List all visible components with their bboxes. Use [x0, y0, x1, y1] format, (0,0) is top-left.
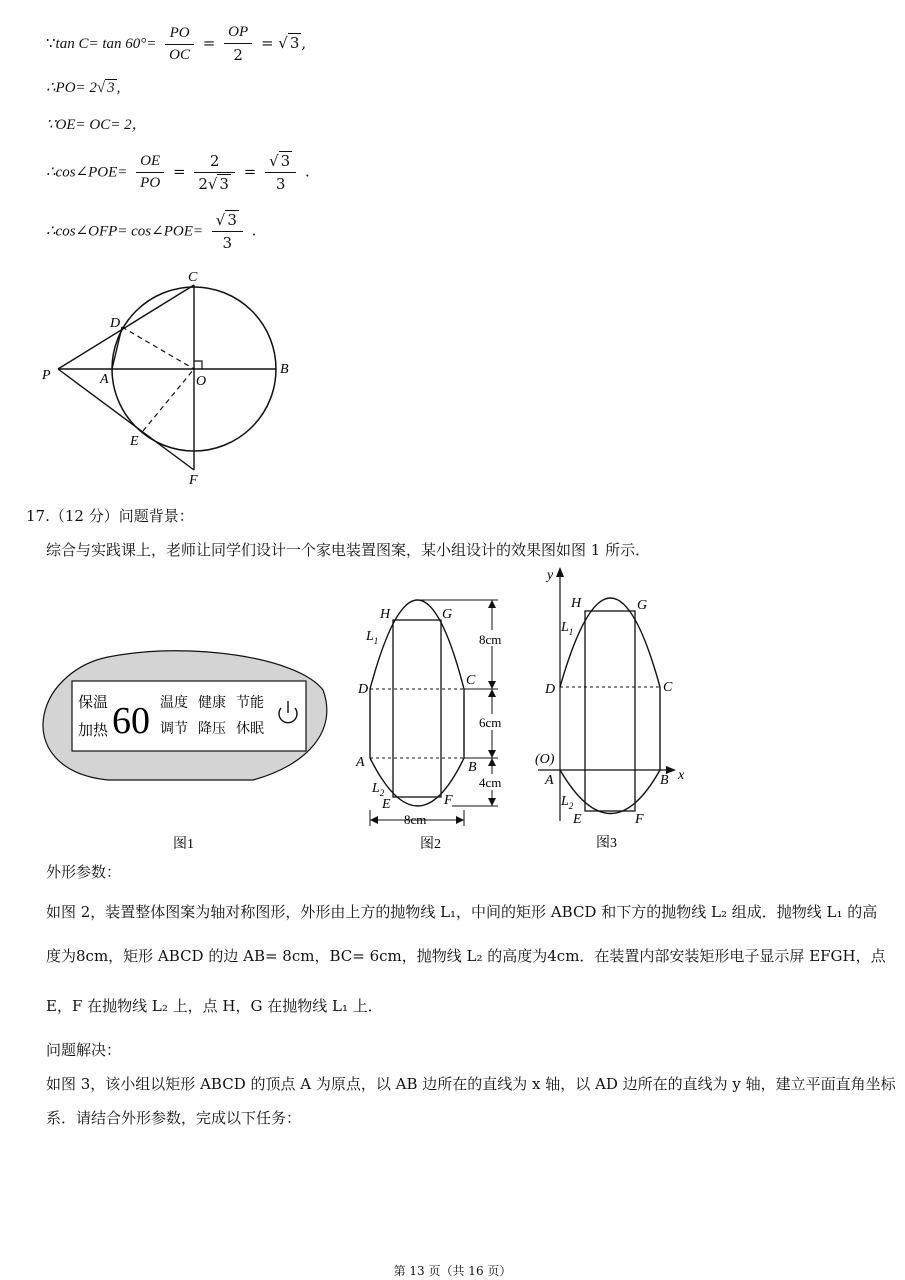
label-keep-warm: 保温	[78, 695, 109, 711]
fig2-label-h: H	[380, 607, 391, 622]
label-row1-2: 节能	[236, 696, 264, 711]
fig2-label-a: A	[356, 755, 365, 770]
derivation-line-2: ∴PO= 2√ 3 ,	[46, 80, 121, 96]
page-footer: 第 13 页（共 16 页）	[393, 1264, 512, 1278]
fig3-label-x: x	[678, 768, 685, 783]
circle-tangent-figure	[36, 265, 306, 490]
derivation-line-4: ∴cos∠POE= $\frac{OE}{PO}$ = $\frac{2}{2√ 3}$ = $\frac{√ 3}{3}$ .	[46, 152, 310, 193]
screen-efgh	[393, 620, 441, 797]
fig2-label-g: G	[442, 607, 453, 622]
fig3-label-h: H	[571, 596, 582, 611]
fig2-label-f: F	[444, 793, 453, 808]
label-a: A	[100, 372, 109, 387]
figure-1	[38, 645, 338, 855]
solve-title: 问题解决：	[46, 1041, 122, 1059]
y-axis-arrow	[556, 567, 564, 577]
label-row1-1: 健康	[198, 696, 226, 711]
fig3-label-l2: $L_2$	[561, 794, 574, 811]
parabola-l2	[560, 770, 660, 814]
label-heat: 加热	[78, 723, 109, 739]
problem-header: 17.（12 分）问题背景：	[26, 507, 194, 525]
dim-bot: 4cm	[479, 775, 502, 790]
derivation-line-1: ∵tan C= tan 60°= $\frac{PO}{OC}$ = $\frac{OP}{2}$ = √ 3 ,	[46, 24, 307, 64]
label-d: D	[110, 316, 121, 331]
figure-1-caption: 图1	[173, 837, 194, 852]
label-p: P	[42, 368, 51, 383]
fig2-label-d: D	[358, 682, 369, 697]
figure-3	[533, 565, 703, 855]
figure-2-caption: 图2	[420, 837, 441, 852]
label-row2-0: 调节	[160, 722, 188, 737]
fig3-label-f: F	[635, 812, 644, 827]
dashed-do	[122, 327, 194, 369]
fig2-label-b: B	[468, 760, 477, 775]
right-angle-mark	[194, 361, 202, 369]
temperature-value: 60	[112, 700, 150, 742]
label-f: F	[189, 473, 198, 488]
figure-3-caption: 图3	[596, 836, 617, 851]
dim-top: 8cm	[479, 632, 502, 647]
screen-efgh	[585, 611, 635, 811]
dashed-eo	[143, 369, 194, 431]
dim-width: 8cm	[404, 812, 427, 827]
fig3-label-c: C	[663, 680, 673, 695]
figure-2	[352, 590, 527, 855]
fig2-label-l1: $L_1$	[366, 629, 379, 646]
fig2-label-l2: $L_2$	[372, 781, 385, 798]
fig3-label-a: A	[545, 773, 554, 788]
label-b: B	[280, 362, 289, 377]
label-c: C	[188, 270, 198, 285]
label-row2-2: 休眠	[236, 722, 264, 737]
label-row2-1: 降压	[198, 722, 226, 737]
solve-line-1: 如图 3，该小组以矩形 ABCD 的顶点 A 为原点，以 AB 边所在的直线为 x 轴，以 AD 边所在的直线为 y 轴，建立平面直角坐标	[46, 1075, 896, 1093]
tangent-pf	[58, 369, 194, 470]
problem-background: 综合与实践课上，老师让同学们设计一个家电装置图案，某小组设计的效果图如图 1 所示．	[46, 541, 651, 559]
fig2-label-c: C	[466, 673, 476, 688]
label-row1-0: 温度	[160, 696, 188, 711]
label-o: O	[196, 374, 207, 389]
fig3-label-g: G	[637, 598, 648, 613]
fig3-label-b: B	[660, 773, 669, 788]
derivation-line-5: ∴cos∠OFP= cos∠POE= $\frac{√ 3}{3}$ .	[46, 211, 257, 252]
fig3-label-y: y	[547, 568, 554, 583]
params-line-3: E，F 在抛物线 L₂ 上，点 H，G 在抛物线 L₁ 上．	[46, 997, 383, 1015]
fig2-label-e: E	[382, 797, 391, 812]
fig3-label-l1: $L_1$	[561, 620, 574, 637]
tangent-pc	[58, 285, 194, 369]
params-line-2: 度为8cm，矩形 ABCD 的边 AB= 8cm，BC= 6cm，抛物线 L₂ 的高度为4cm．在装置内部安装矩形电子显示屏 EFGH，点	[46, 947, 886, 965]
solve-line-2: 系．请结合外形参数，完成以下任务：	[46, 1109, 302, 1127]
params-title: 外形参数：	[46, 863, 122, 881]
fig3-label-d: D	[545, 682, 556, 697]
fig3-label-e: E	[573, 812, 582, 827]
label-e: E	[130, 434, 139, 449]
fig3-label-o: (O)	[535, 752, 555, 767]
derivation-line-3: ∵OE= OC= 2，	[46, 117, 147, 133]
params-line-1: 如图 2，装置整体图案为轴对称图形，外形由上方的抛物线 L₁，中间的矩形 ABCD 和下方的抛物线 L₂ 组成．抛物线 L₁ 的高	[46, 903, 878, 921]
display-screen	[72, 681, 306, 751]
dim-mid: 6cm	[479, 715, 502, 730]
